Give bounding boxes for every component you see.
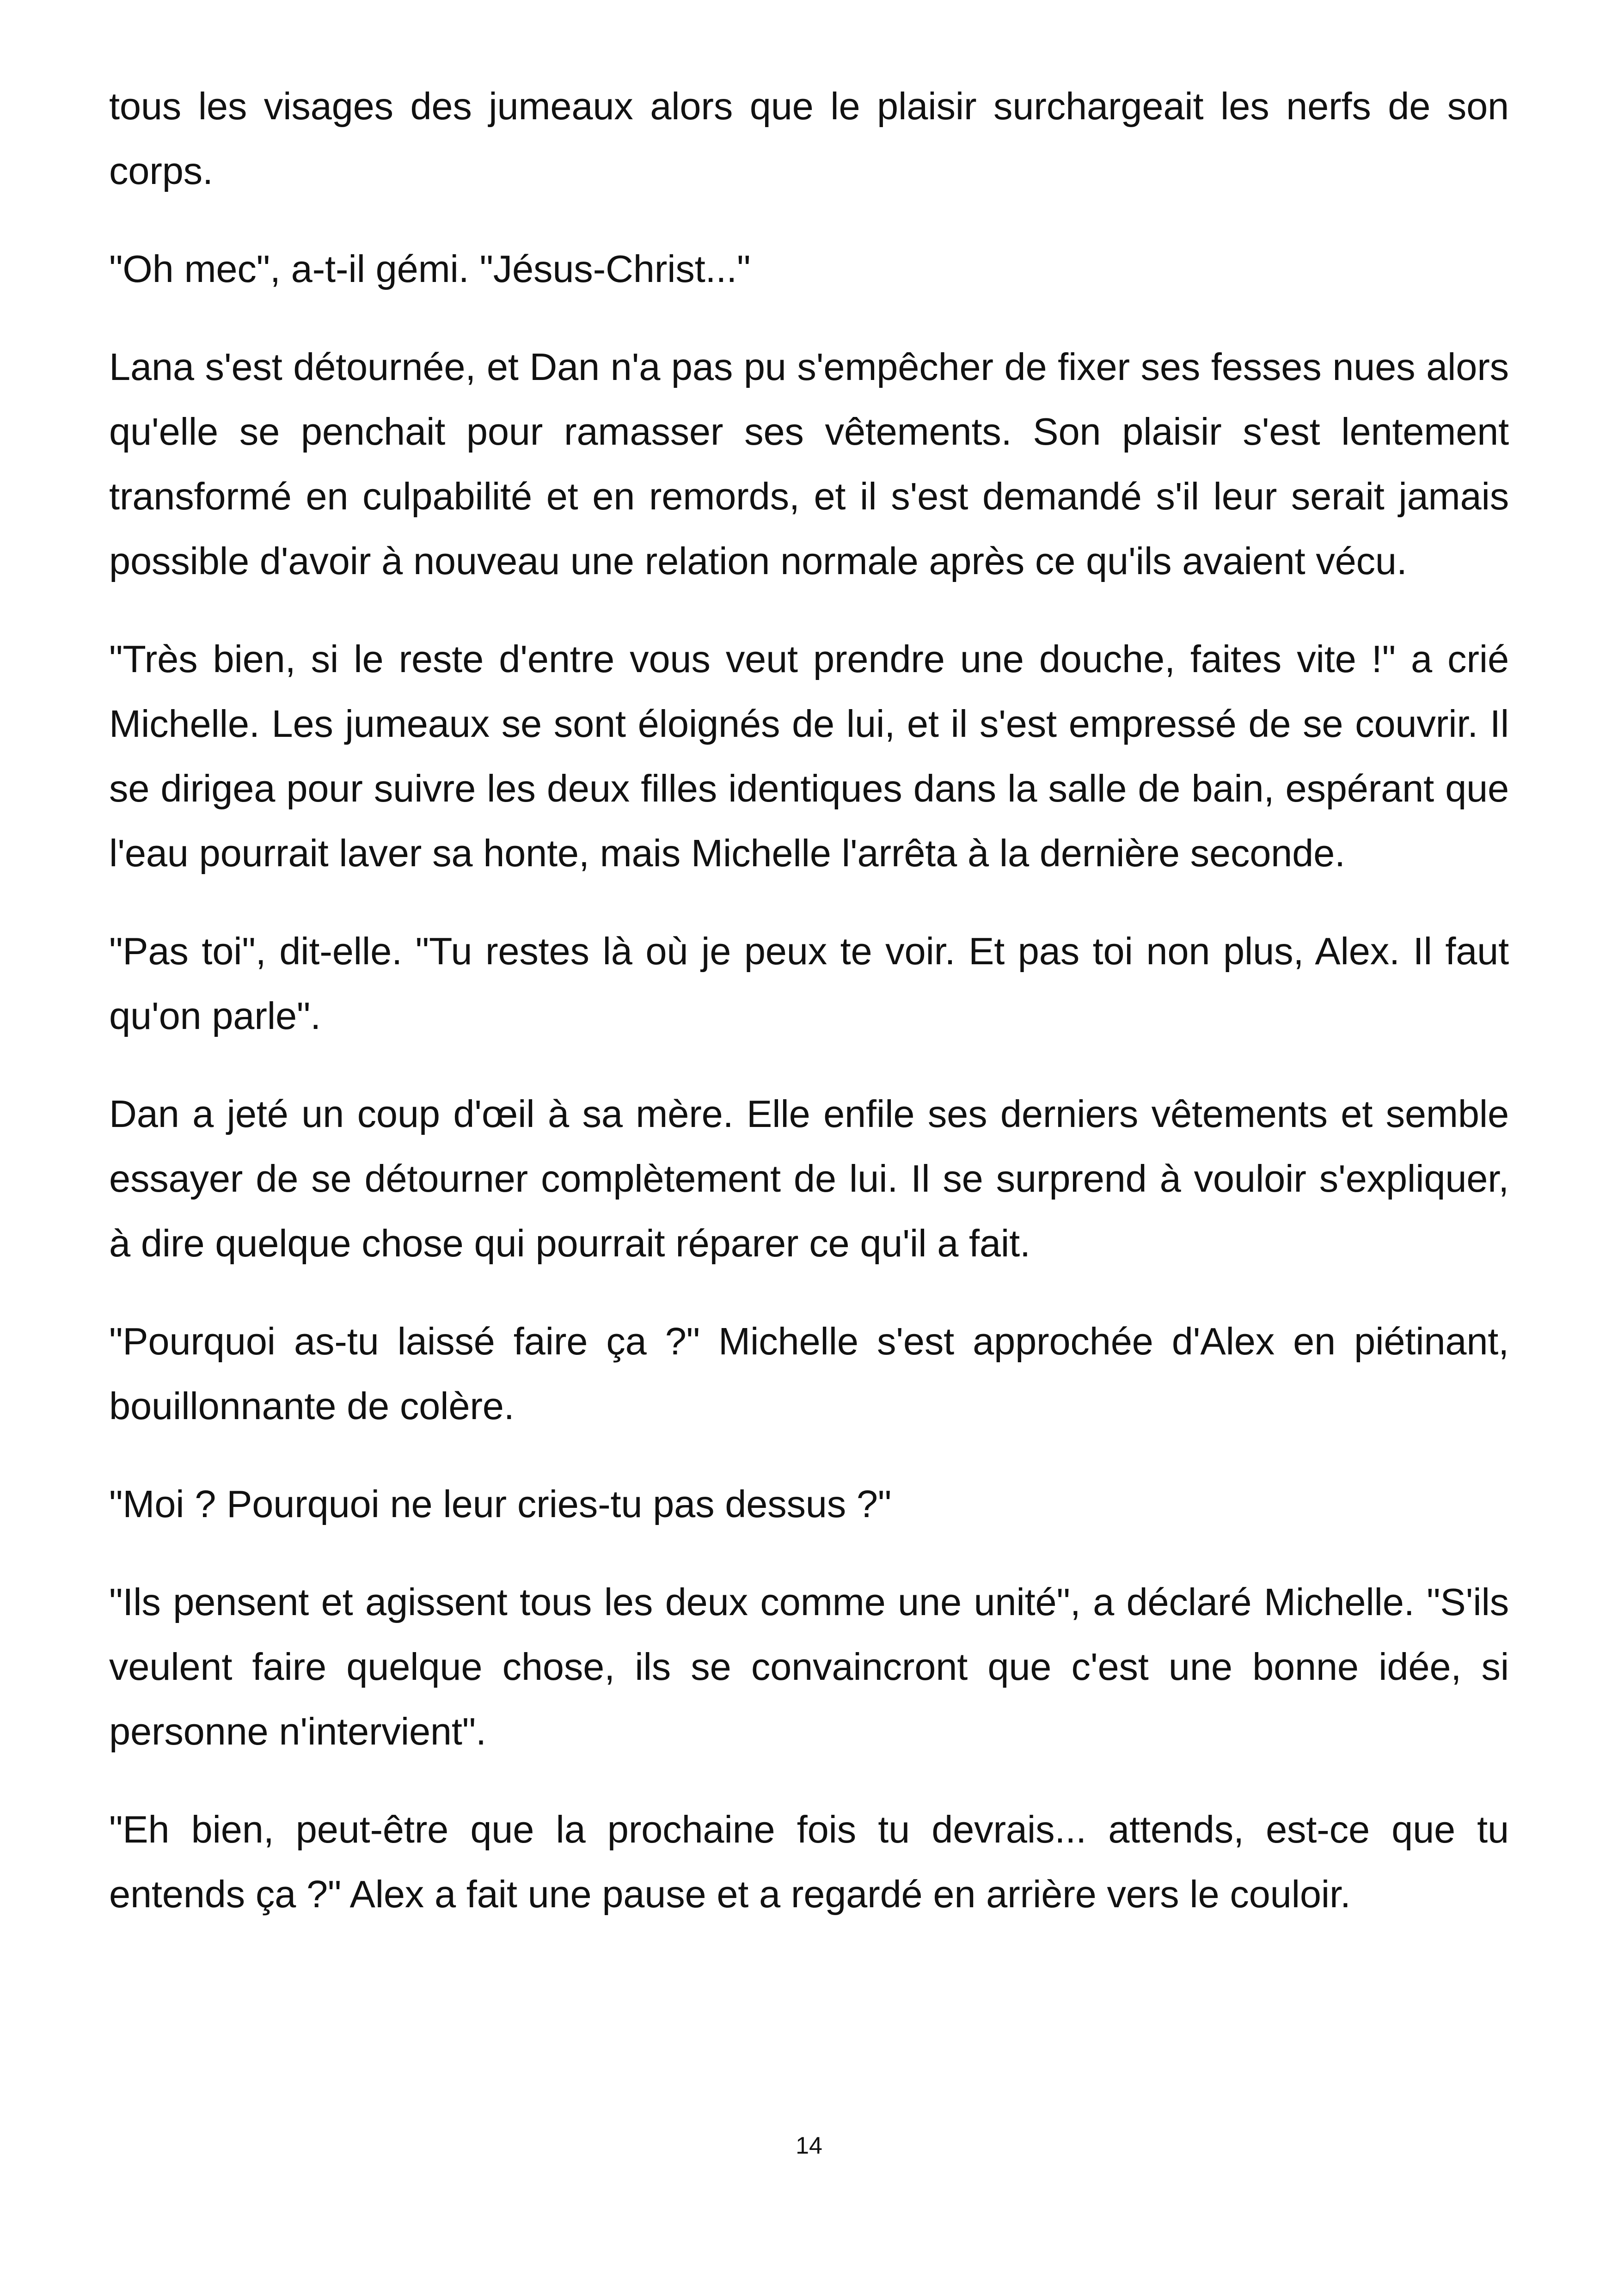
paragraph: "Eh bien, peut-être que la prochaine fois tu devrais... attends, est-ce que tu entends ça ?" Alex a fait une pause et a regardé en arrière vers le couloir. <box>109 1808 1509 1916</box>
paragraph: Lana s'est détournée, et Dan n'a pas pu s'empêcher de fixer ses fesses nues alors qu'elle se penchait pour ramasser ses vêtements. Son plaisir s'est lentement transformé en culpabilité et en remords, et il s'est demandé s'il leur serait jamais possible d'avoir à nouveau une relation normale après ce qu'ils avaient vécu. <box>109 345 1509 582</box>
paragraph: "Pourquoi as-tu laissé faire ça ?" Michelle s'est approchée d'Alex en piétinant, bouillonnante de colère. <box>109 1320 1509 1427</box>
paragraph: Dan a jeté un coup d'œil à sa mère. Elle enfile ses derniers vêtements et semble essayer de se détourner complètement de lui. Il se surprend à vouloir s'expliquer, à dire quelque chose qui pourrait réparer ce qu'il a fait. <box>109 1092 1509 1265</box>
paragraph: "Pas toi", dit-elle. "Tu restes là où je peux te voir. Et pas toi non plus, Alex. Il faut qu'on parle". <box>109 930 1509 1037</box>
paragraph: "Oh mec", a-t-il gémi. "Jésus-Christ..." <box>109 247 751 290</box>
paragraph: "Ils pensent et agissent tous les deux comme une unité", a déclaré Michelle. "S'ils veulent faire quelque chose, ils se convaincront que c'est une bonne idée, si personne n'intervient". <box>109 1580 1509 1753</box>
body-text <box>109 74 1509 1927</box>
paragraph: "Très bien, si le reste d'entre vous veut prendre une douche, faites vite !" a crié Michelle. Les jumeaux se sont éloignés de lui, et il s'est empressé de se couvrir. Il se dirigea pour suivre les deux filles identiques dans la salle de bain, espérant que l'eau pourrait laver sa honte, mais Michelle l'arrêta à la dernière seconde. <box>109 637 1509 875</box>
paragraph: tous les visages des jumeaux alors que le plaisir surchargeait les nerfs de son corps. <box>109 85 1509 192</box>
page-number: 14 <box>796 2132 822 2159</box>
paragraph: "Moi ? Pourquoi ne leur cries-tu pas dessus ?" <box>109 1482 892 1525</box>
